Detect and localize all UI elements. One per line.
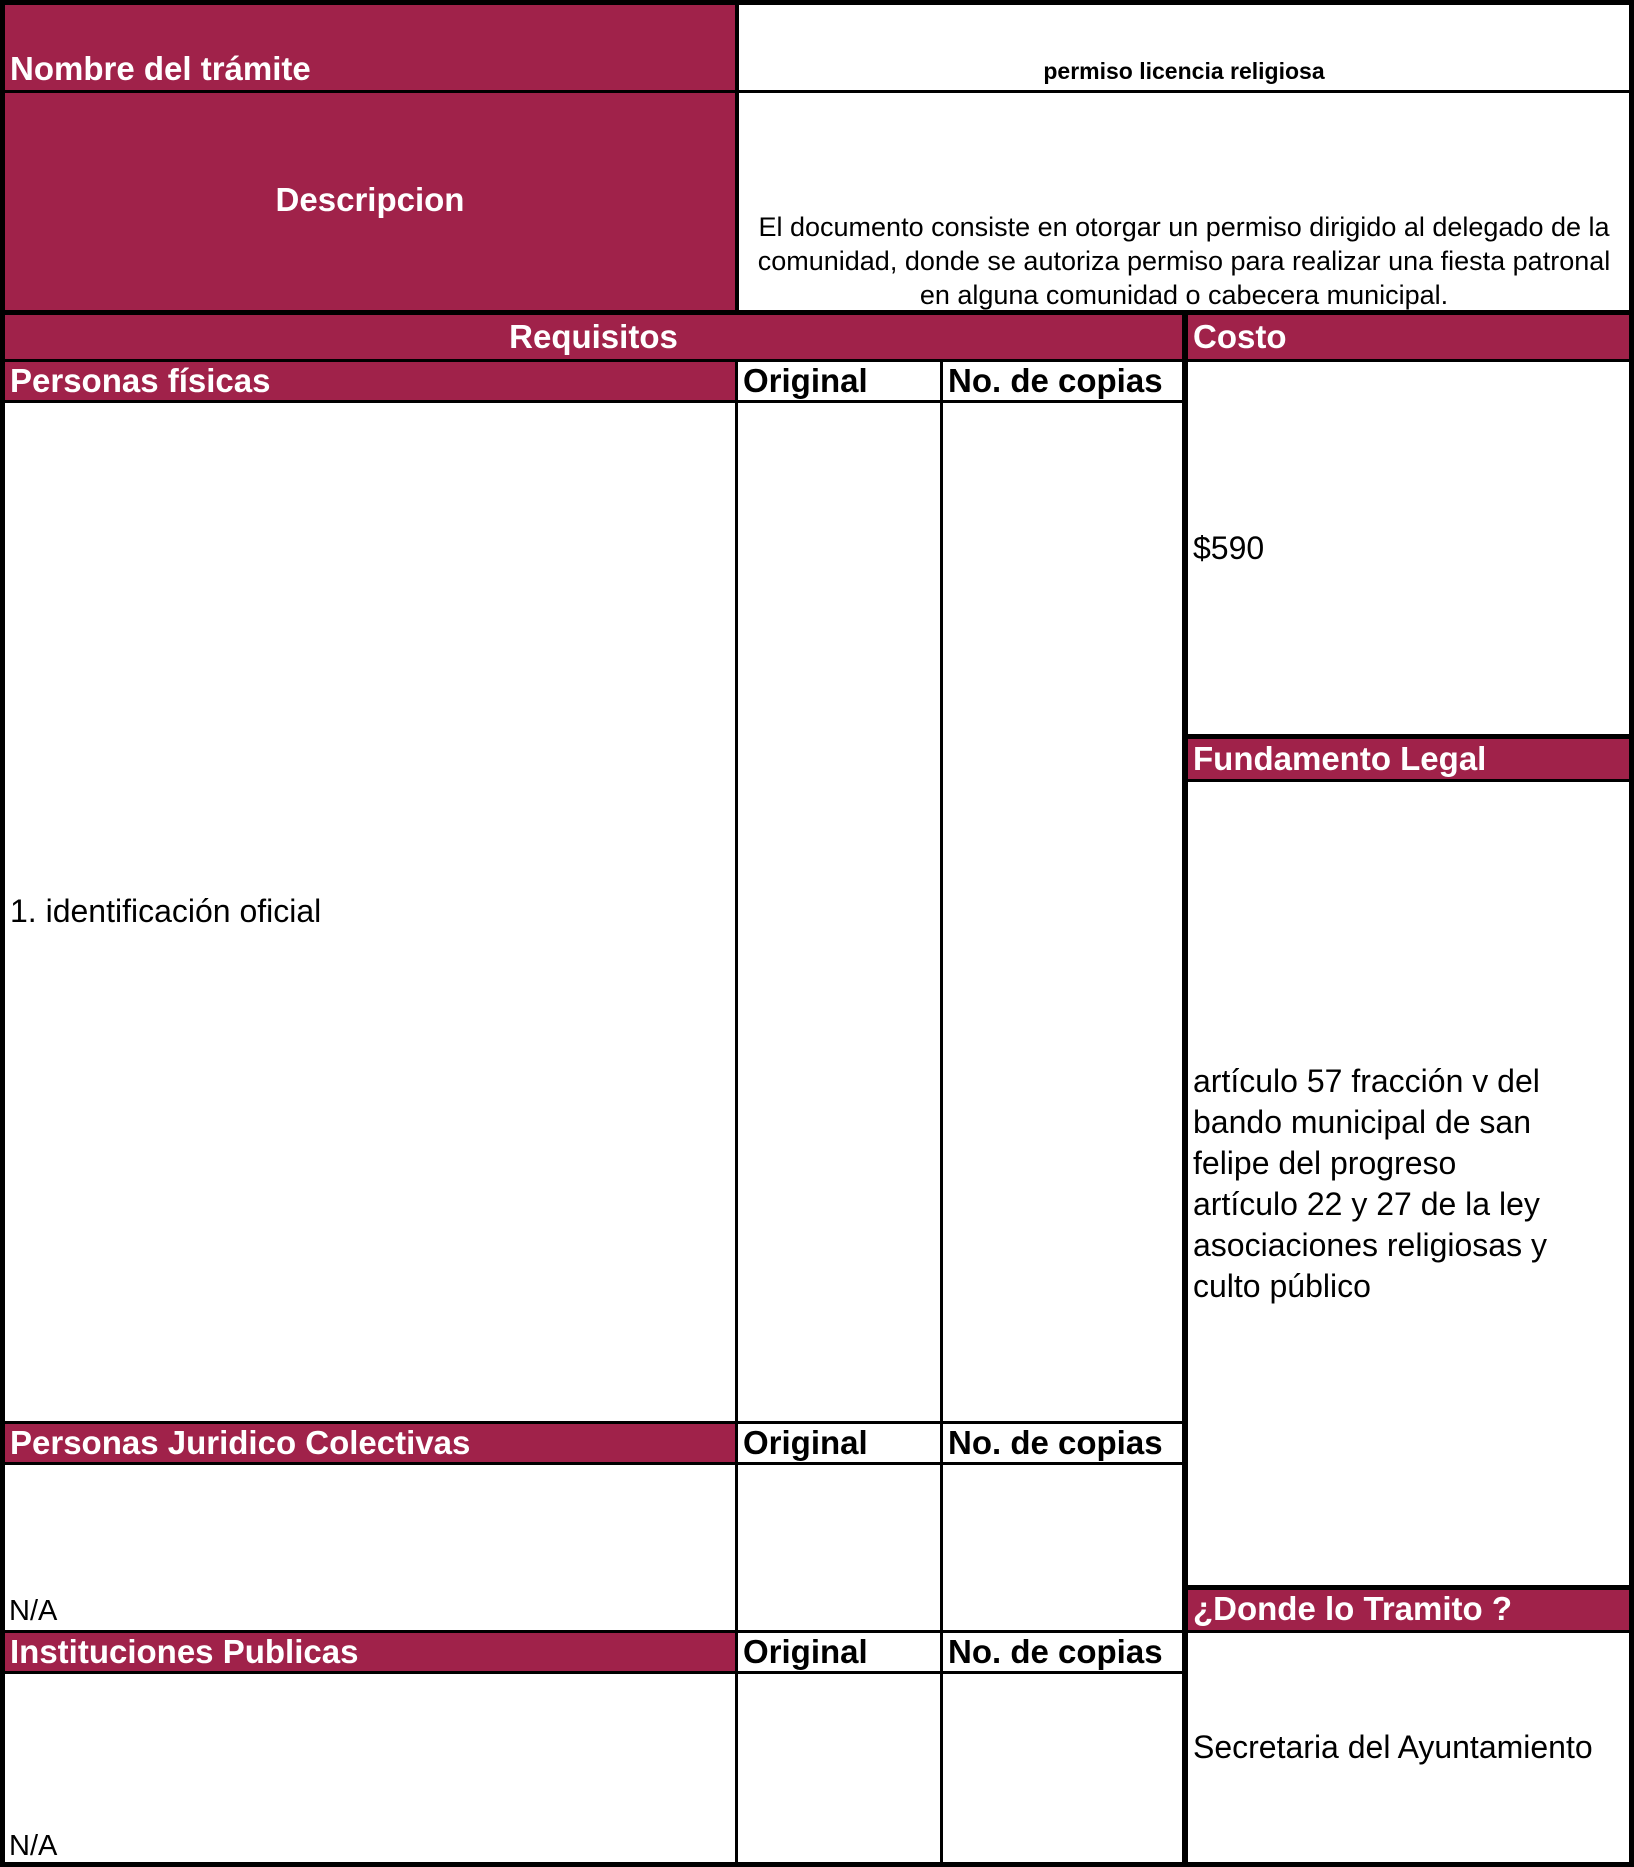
fundamento-line-6: culto público <box>1193 1268 1371 1304</box>
personas-fisicas-label: Personas físicas <box>10 362 271 399</box>
personas-juridico-label: Personas Juridico Colectivas <box>10 1424 471 1461</box>
fundamento-line-4: artículo 22 y 27 de la ley <box>1193 1186 1540 1222</box>
hline-col-headers-3 <box>0 1671 1185 1674</box>
fundamento-line-5: asociaciones religiosas y <box>1193 1227 1547 1263</box>
descripcion-line-2: comunidad, donde se autoriza permiso para realizar una fiesta patronal <box>757 246 1611 276</box>
donde-value: Secretaria del Ayuntamiento <box>1193 1729 1593 1765</box>
vline-copias-col <box>940 359 943 1867</box>
costo-label: Costo <box>1193 318 1287 355</box>
personas-fisicas-item: 1. identificación oficial <box>10 893 322 929</box>
fundamento-line-2: bando municipal de san <box>1193 1104 1532 1140</box>
hline-col-headers-2 <box>0 1462 1185 1465</box>
tramite-label: Nombre del trámite <box>10 50 311 87</box>
hline-fundamento-header <box>1185 779 1634 782</box>
personas-juridico-item: N/A <box>9 1595 58 1627</box>
vline-original-col <box>735 359 738 1867</box>
vline-costo-col <box>1182 310 1188 1867</box>
tramite-value: permiso licencia religiosa <box>1043 58 1325 84</box>
descripcion-label: Descripcion <box>275 181 465 218</box>
descripcion-line-1: El documento consiste en otorgar un permiso dirigido al delegado de la <box>758 212 1610 242</box>
hline-donde-header <box>1185 1630 1634 1633</box>
border-left <box>0 0 5 1867</box>
border-bottom <box>0 1862 1634 1867</box>
instituciones-item: N/A <box>9 1830 58 1862</box>
personas-juridico-original-header: Original <box>743 1424 868 1461</box>
instituciones-original-header: Original <box>743 1633 868 1670</box>
border-top <box>0 0 1634 5</box>
personas-fisicas-copias-header: No. de copias <box>948 362 1163 399</box>
instituciones-label: Instituciones Publicas <box>10 1633 359 1670</box>
instituciones-copias-header: No. de copias <box>948 1633 1163 1670</box>
requisitos-title: Requisitos <box>509 318 678 355</box>
fundamento-label: Fundamento Legal <box>1193 740 1487 777</box>
fundamento-line-1: artículo 57 fracción v del <box>1193 1063 1540 1099</box>
personas-juridico-copias-header: No. de copias <box>948 1424 1163 1461</box>
fundamento-line-3: felipe del progreso <box>1193 1145 1457 1181</box>
descripcion-line-3: en alguna comunidad o cabecera municipal. <box>919 280 1449 310</box>
hline-costo-bottom <box>1185 734 1634 739</box>
costo-value: $590 <box>1193 530 1265 566</box>
personas-fisicas-original-header: Original <box>743 362 868 399</box>
hline-col-headers-1 <box>0 400 1185 403</box>
donde-label: ¿Donde lo Tramito ? <box>1193 1590 1512 1627</box>
hline-tramite <box>0 90 1634 93</box>
